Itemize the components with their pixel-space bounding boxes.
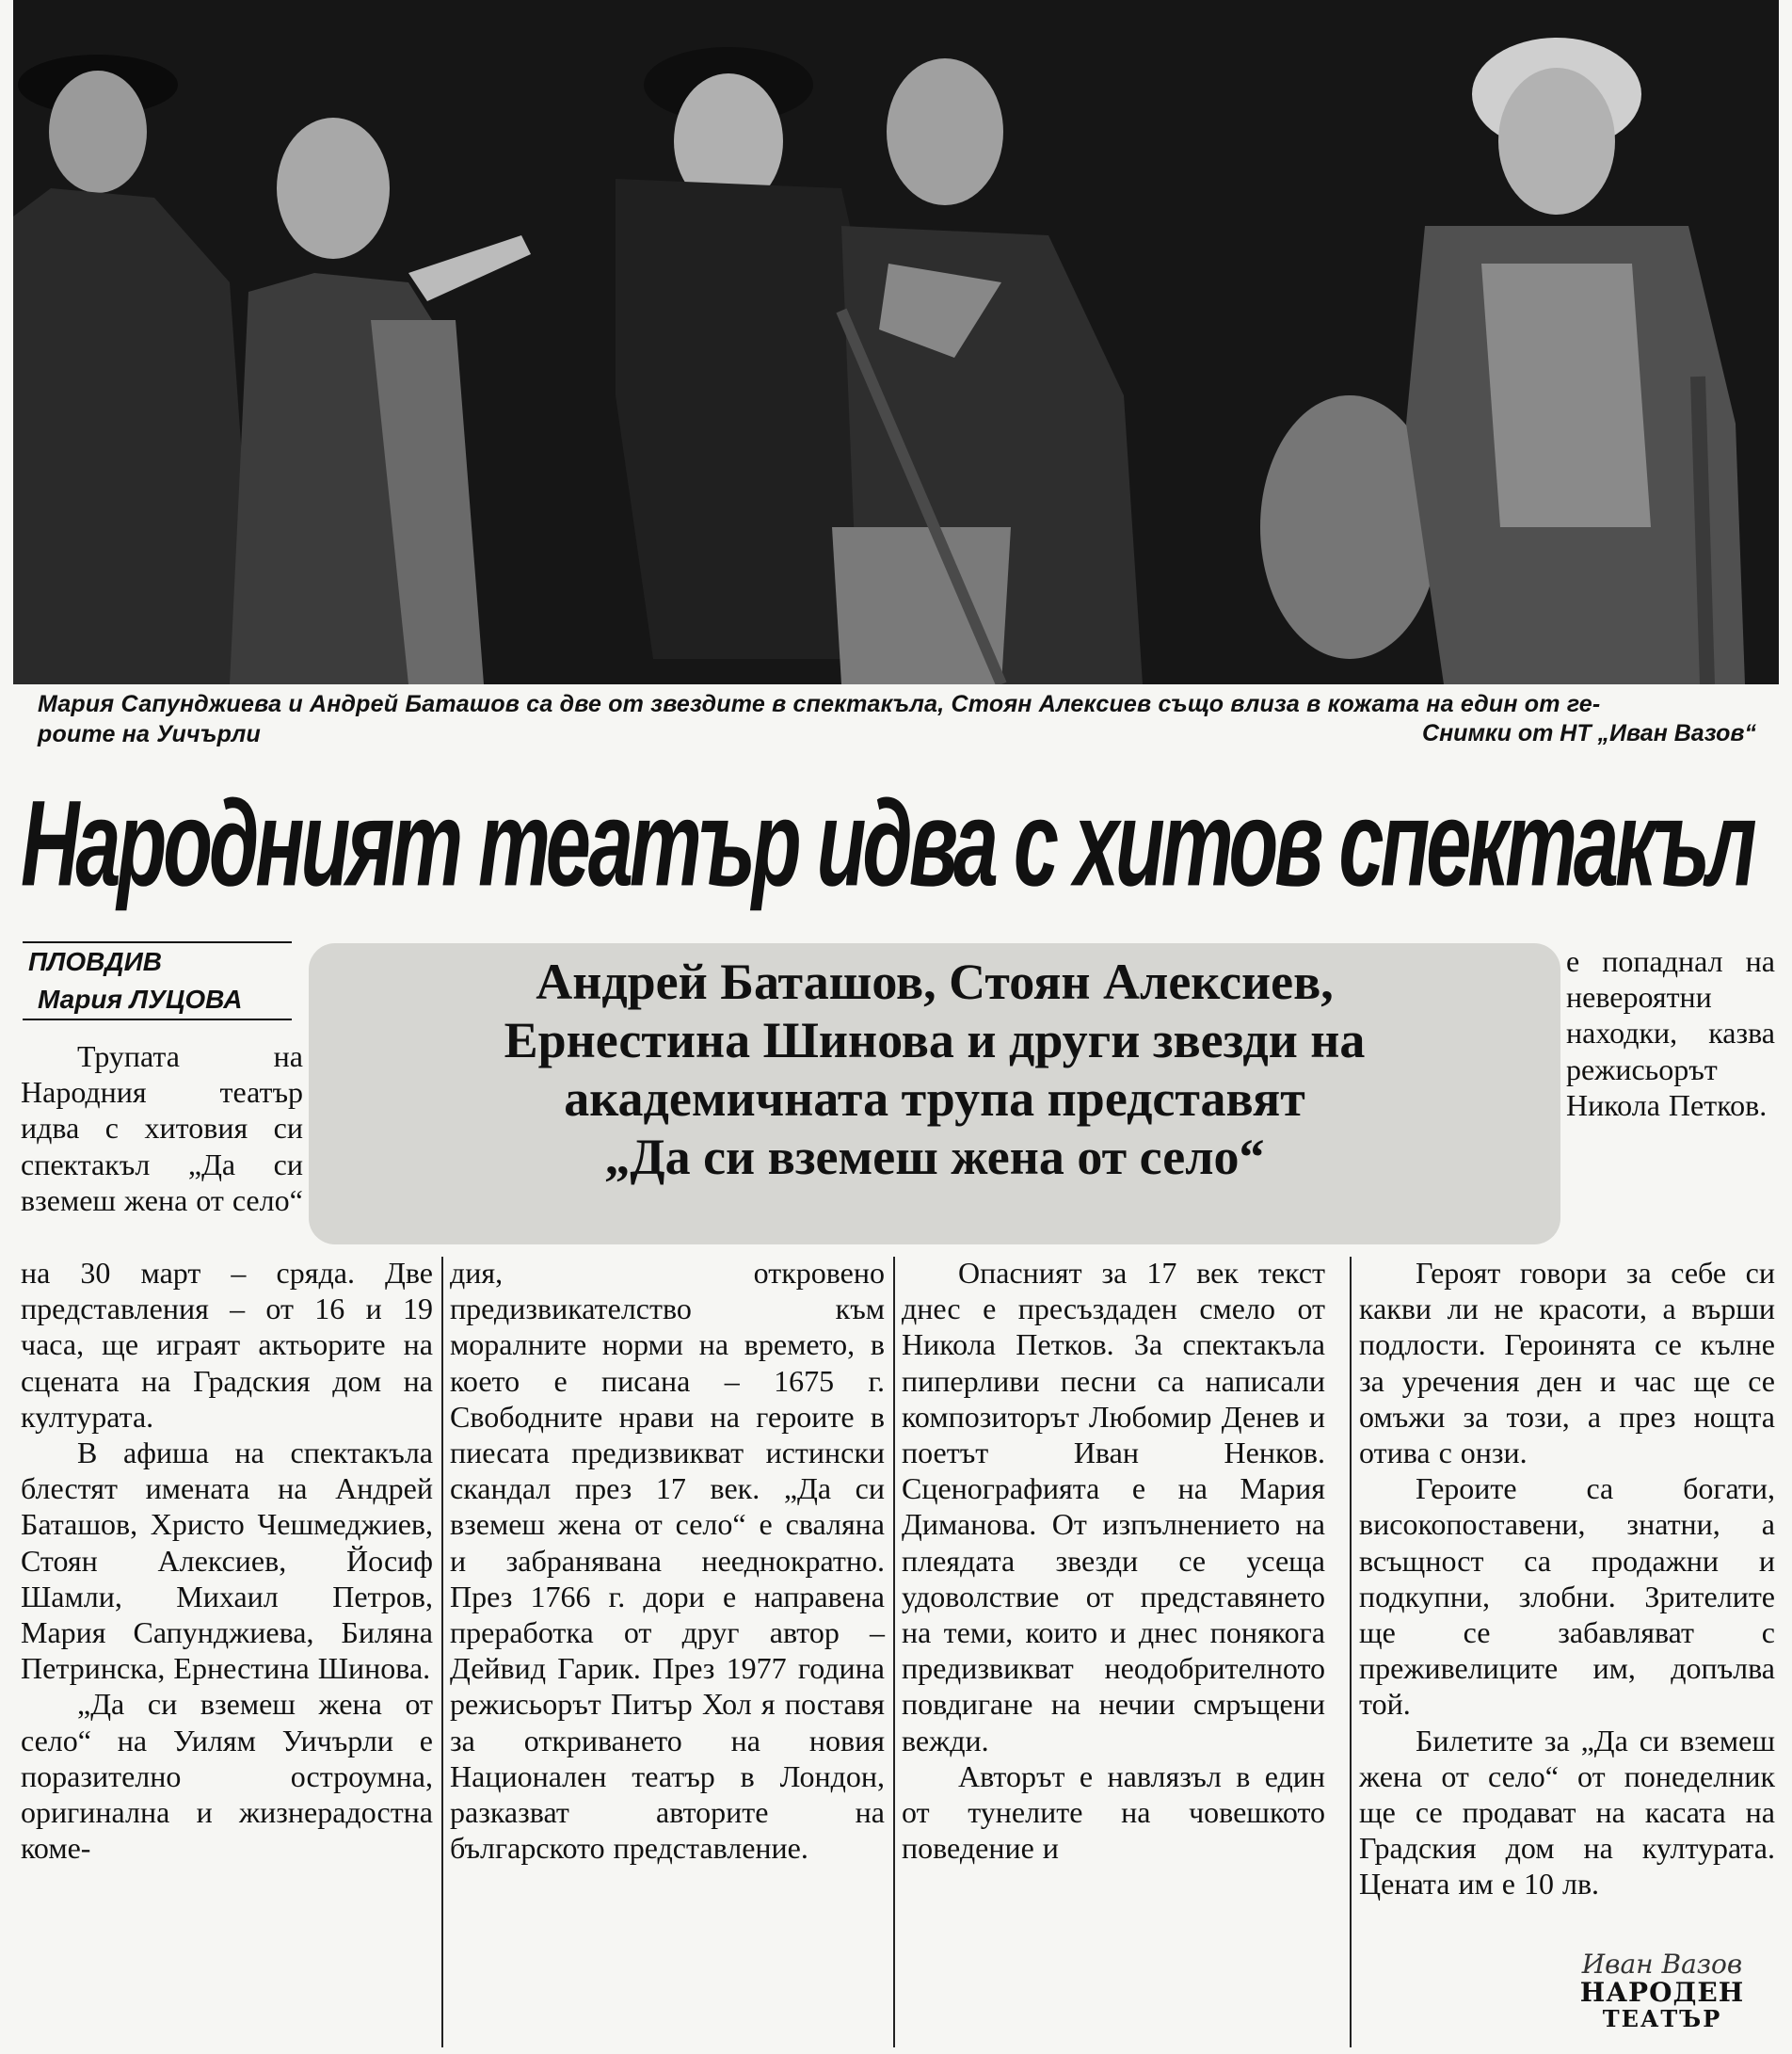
photo-credit: Снимки от НТ „Иван Вазов“ [1422,720,1756,746]
article-column-4 [1359,1255,1775,1902]
column-divider [441,1257,443,2047]
deck-line-4: „Да си вземеш жена от село“ [604,1129,1265,1185]
deck-line-2: Ернестина Шинова и други звезди на [504,1012,1366,1068]
article-column-1-top [21,1038,303,1218]
deck-line-3: академичната трупа представят [564,1070,1305,1127]
stage-photo-illustration [13,0,1779,684]
paragraph: Героят говори за себе си какви ли не красоти, а върши подлости. Героинята се кълне за уречения ден и час ще се омъжи за този, а през нощта отива с онзи. [1359,1256,1775,1470]
logo-line-1: НАРОДЕН [1579,1977,1745,2008]
article-column-4-top [1566,943,1775,1123]
paragraph: Трупата на Народния театър идва с хитовия си спектакъл „Да си вземеш жена от село“ [21,1039,303,1217]
paragraph: Героите са богати, високопоставени, знатни, а всъщност са продажни и подкупни, злобни. Зрителите ще се забавляват с преживелиците им, допълва той. [1359,1471,1775,1722]
national-theatre-logo [1577,1950,1747,2045]
column-divider [893,1257,895,2047]
caption-line-2: роите на Уичърли [38,721,261,747]
stage-photo [13,0,1779,684]
logo-script: Иван Вазов [1581,1949,1743,1980]
article-column-3 [902,1255,1325,1866]
article-column-1 [21,1255,433,1866]
paragraph: Авторът е навлязъл в един от тунелите на човешкото поведение и [902,1758,1325,1866]
paragraph: на 30 март – сряда. Две представления – от 16 и 19 часа, ще играят актьорите на сцената на Градския дом на културата. [21,1256,433,1434]
paragraph: е попаднал на невероятни находки, казва режисьорът Никола Петков. [1566,944,1775,1122]
deck-line-1: Андрей Баташов, Стоян Алексиев, [536,954,1334,1010]
article-column-2 [450,1255,885,1866]
logo-line-2: ТЕАТЪР [1602,2005,1722,2032]
caption-line-1: Мария Сапунджиева и Андрей Баташов са две от звездите в спектакъла, Стоян Алексиев също влиза в кожата на един от ге- [38,691,1601,717]
byline [23,941,292,1020]
column-divider [1350,1257,1352,2047]
byline-city: ПЛОВДИВ [28,947,162,976]
paragraph: дия, откровено предизвикателство към моралните норми на времето, в което е писана – 1675 г. Свободните нрави на героите в пиесата предизвикват истински скандал през 17 век. „Да си вземеш жена от село“ е сваляна и забранявана нееднократно. През 1766 г. дори е направена преработка от друг автор – Дейвид Гарик. През 1977 година режисьорът Питър Хол я поставя за откриването на новия Национален театър в Лондон, разказват авторите на българското представление. [450,1256,885,1866]
paragraph: Билетите за „Да си вземеш жена от село“ от понеделник ще се продават на касата на Градския дом на културата. Цената им е 10 лв. [1359,1723,1775,1902]
paragraph: В афиша на спектакъла блестят имената на Андрей Баташов, Христо Чешмеджиев, Стоян Алексиев, Йосиф Шамли, Михаил Петров, Мария Сапунджиева, Биляна Петринска, Ернестина Шинова. [21,1436,433,1686]
headline: Народният театър идва с хитов спектакъл [21,774,1753,911]
deck-subheadline [309,943,1560,1244]
paragraph: Опасният за 17 век текст днес е пресъздаден смело от Никола Петков. За спектакъла пиперливи песни са написали композиторът Любомир Денев и поетът Иван Ненков. Сценографията е на Мария Диманова. От изпълнението на плеядата звезди се усеща удоволствие от представянето на теми, които и днес понякога предизвикват неодобрителното повдигане на нечии смръщени вежди. [902,1256,1325,1757]
byline-author: Мария ЛУЦОВА [38,985,243,1014]
paragraph: „Да си вземеш жена от село“ на Уилям Уичърли е поразително остроумна, оригинална и жизнерадостна коме- [21,1687,433,1866]
